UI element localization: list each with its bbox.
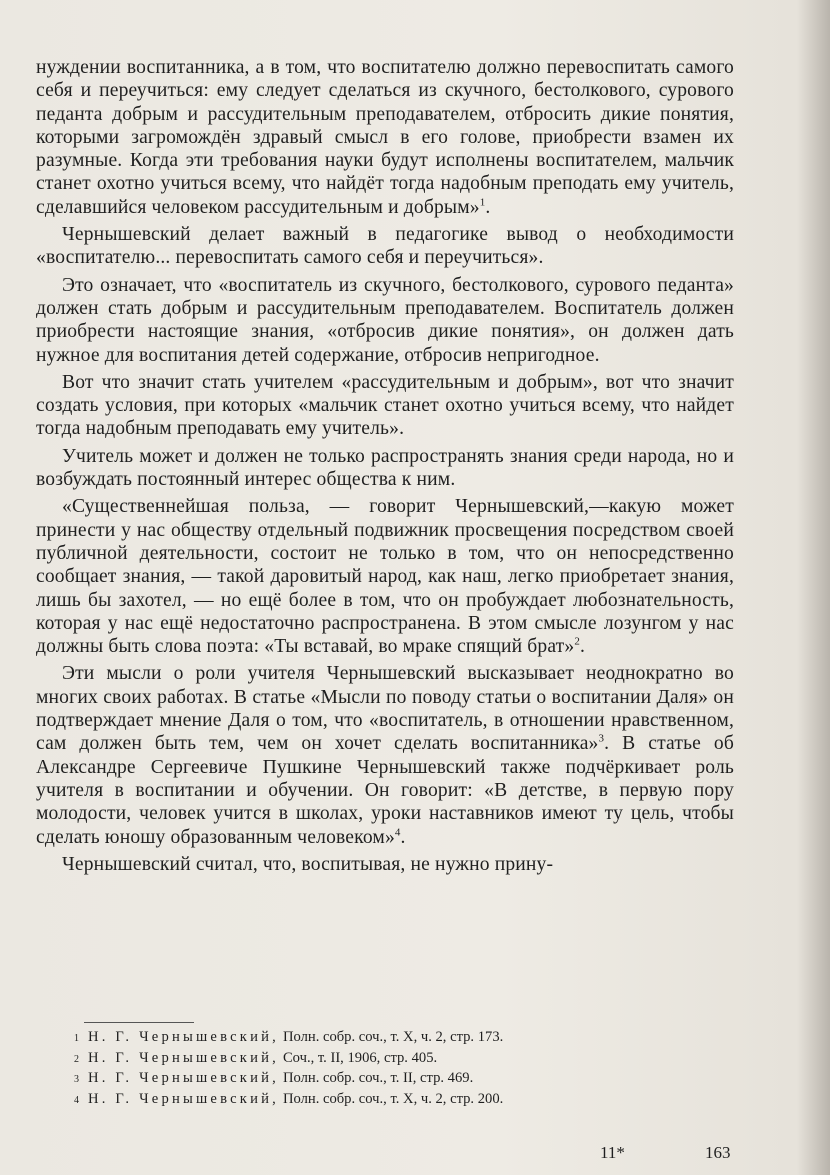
footnote-text: Соч., т. II, 1906, стр. 405. xyxy=(282,1049,438,1066)
paragraph-1 xyxy=(36,56,734,219)
paragraph-text: нуждении воспитанника, а в том, что воспитателю должно перевоспитать самого себя и переучиться: ему следует сделаться из скучного, бестолкового, сурового педанта добрым и рассудительным преподавателем, отбросить дикие понятия, которыми загромождён здравый смысл в его голове, приобрести взамен их разумные. Когда эти требования науки будут исполнены воспитателем, мальчик станет охотно учиться всему, что найдёт тогда надобным преподать ему учитель, сделавшийся человеком рассудительным и добрым» xyxy=(36,57,734,218)
footnote-number: 3 xyxy=(74,1074,79,1086)
page-number: 163 xyxy=(705,1143,731,1162)
paragraph-8: Чернышевский считал, что, воспитывая, не нужно прину- xyxy=(62,853,554,875)
paragraph-3: Это означает, что «воспитатель из скучного, бестолкового, сурового педанта» должен стать добрым и рассудительным преподавателем. Воспитатель должен приобрести настоящие знания, «отбросив дикие понятия», он должен дать нужное для воспитания детей содержание, отбросив непригодное. xyxy=(36,274,734,366)
footnote xyxy=(74,1069,714,1090)
footnote-author: Н. Г. Чернышевский, xyxy=(88,1070,279,1087)
footnote-text: Полн. собр. соч., т. II, стр. 469. xyxy=(282,1070,474,1087)
footnote-ref: 4 xyxy=(394,825,401,838)
paragraph-text: «Существеннейшая польза, — говорит Чернышевский,—какую может принести у нас обществу отдельный подвижник просвещения посредством своей публичной деятельности, состоит не только в том, что он непосредственно сообщает знания, — такой даровитый народ, как наш, легко приобретает знания, лишь бы захотел, — но ещё более в том, что он пробуждает любознательность, которая у нас ещё недостаточно распространена. В этом смысле лозунгом у нас должны быть слова поэта: «Ты вставай, во мраке спящий брат» xyxy=(36,496,734,658)
footnote-author: Н. Г. Чернышевский, xyxy=(88,1049,279,1066)
paragraph-7 xyxy=(36,662,734,848)
paragraph-text: Эти мысли о роли учителя Чернышевский высказывает неоднократно во многих своих работах. В статье «Мысли по поводу статьи о воспитании Даля» он подтверждает мнение Даля о том, что «воспитатель, в отношении нравственном, сам должен быть тем, чем он хочет сделать воспитанника» xyxy=(36,663,734,755)
paragraph-2: Чернышевский делает важный в педагогике вывод о необходимости «воспитателю... перевоспитать самого себя и переучиться». xyxy=(36,224,734,269)
footnote-ref: 2 xyxy=(574,635,580,648)
footnote-author: Н. Г. Чернышевский, xyxy=(88,1090,279,1107)
signature-mark: 11* xyxy=(600,1143,625,1162)
punctuation: . xyxy=(580,636,586,658)
main-text xyxy=(36,56,734,876)
paragraph-5: Учитель может и должен не только распространять знания среди народа, но и возбуждать постоянный интерес общества к ним. xyxy=(36,445,734,491)
paragraph-text: . В статье об Александре Сергеевиче Пушкине Чернышевский также подчёркивает роль учителя в воспитании и обучении. Он говорит: «В детстве, в первую пору молодости, человек учится в школах, уроки наставников имеют ту цель, чтобы сделать юношу образованным человеком» xyxy=(36,733,734,848)
footnote xyxy=(74,1049,714,1070)
punctuation: . xyxy=(400,826,406,848)
footnote xyxy=(74,1090,714,1111)
footnote xyxy=(74,1028,714,1049)
footnote-text: Полн. собр. соч., т. X, ч. 2, стр. 200. xyxy=(282,1090,504,1107)
footnote-ref: 3 xyxy=(598,732,605,745)
footnote-ref: 1 xyxy=(479,196,486,209)
paragraph-6 xyxy=(36,495,734,658)
punctuation: . xyxy=(485,196,491,218)
footnote-number: 1 xyxy=(74,1033,79,1044)
footnote-divider xyxy=(84,1022,194,1023)
footnote-text: Полн. собр. соч., т. X, ч. 2, стр. 173. xyxy=(282,1029,504,1045)
paragraph-4: Вот что значит стать учителем «рассудительным и добрым», вот что значит создать условия, при которых «мальчик станет охотно учиться всему, что найдет тогда надобным преподавать ему учитель». xyxy=(36,371,734,440)
footnote-number: 2 xyxy=(74,1053,79,1065)
footnote-author: Н. Г. Чернышевский, xyxy=(88,1029,279,1045)
footnote-number: 4 xyxy=(74,1094,79,1106)
footnotes xyxy=(74,1028,714,1110)
